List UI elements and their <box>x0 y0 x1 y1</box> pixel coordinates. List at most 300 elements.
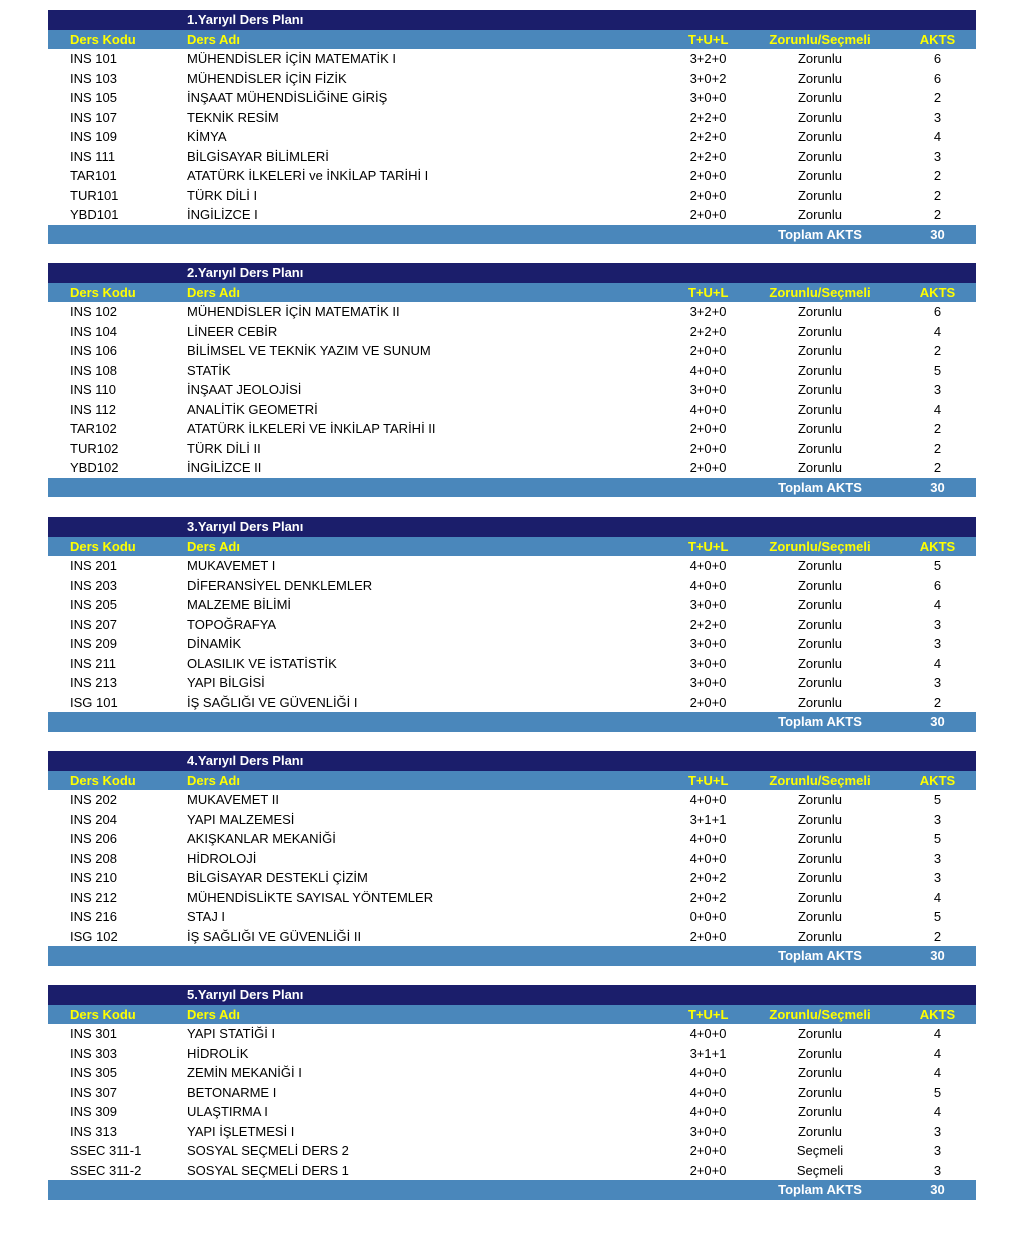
course-akts: 6 <box>933 577 942 593</box>
course-tul: 4+0+0 <box>689 792 727 807</box>
course-type: Zorunlu <box>797 168 843 183</box>
course-name: SOSYAL SEÇMELİ DERS 2 <box>187 1143 349 1158</box>
header-type: Zorunlu/Seçmeli <box>769 772 871 788</box>
course-tul: 3+1+1 <box>689 811 727 827</box>
course-type: Zorunlu <box>797 129 843 144</box>
table-row <box>48 810 976 830</box>
course-name: YAPI STATİĞİ I <box>187 1026 276 1041</box>
total-akts: 30 <box>930 714 945 729</box>
course-name: YAPI MALZEMESİ <box>187 811 295 827</box>
course-type: Zorunlu <box>797 1104 843 1119</box>
table-row <box>48 419 976 439</box>
course-type: Zorunlu <box>797 323 843 339</box>
course-type: Zorunlu <box>797 694 843 710</box>
course-name: BİLİMSEL VE TEKNİK YAZIM VE SUNUM <box>187 343 431 358</box>
course-tul: 2+0+0 <box>689 694 727 710</box>
course-akts: 4 <box>933 1026 942 1041</box>
course-type: Zorunlu <box>797 1065 843 1080</box>
course-code: INS 212 <box>70 889 117 905</box>
table-row <box>48 186 976 206</box>
semester-plan-table <box>48 985 976 1200</box>
table-row <box>48 556 976 576</box>
table-row <box>48 147 976 167</box>
course-code: INS 205 <box>70 597 117 612</box>
course-tul: 2+0+2 <box>689 889 727 905</box>
course-tul: 4+0+0 <box>689 558 727 573</box>
course-tul: 4+0+0 <box>689 401 727 417</box>
column-header-row <box>48 537 976 557</box>
course-name: AKIŞKANLAR MEKANİĞİ <box>187 831 336 846</box>
course-tul: 2+0+0 <box>689 168 727 183</box>
course-akts: 4 <box>933 1045 942 1061</box>
table-row <box>48 341 976 361</box>
course-code: INS 307 <box>70 1084 117 1100</box>
course-akts: 3 <box>933 850 942 866</box>
semester-plan-table <box>48 517 976 732</box>
semester-title-row <box>48 985 976 1005</box>
course-type: Zorunlu <box>797 401 843 417</box>
table-row <box>48 1083 976 1103</box>
course-name: BETONARME I <box>187 1084 277 1100</box>
semester-title: 3.Yarıyıl Ders Planı <box>187 519 304 534</box>
course-akts: 2 <box>933 460 942 475</box>
course-tul: 2+0+0 <box>689 1162 727 1178</box>
total-label: Toplam AKTS <box>778 1182 862 1197</box>
table-row <box>48 166 976 186</box>
table-row <box>48 1024 976 1044</box>
course-akts: 3 <box>933 636 942 651</box>
course-code: INS 104 <box>70 323 117 339</box>
course-akts: 4 <box>933 401 942 417</box>
course-name: SOSYAL SEÇMELİ DERS 1 <box>187 1162 349 1178</box>
course-akts: 4 <box>933 597 942 612</box>
table-row <box>48 439 976 459</box>
course-tul: 4+0+0 <box>689 1026 727 1041</box>
semester-plan-table <box>48 263 976 497</box>
course-name: TEKNİK RESİM <box>187 109 279 125</box>
course-type: Seçmeli <box>796 1143 844 1158</box>
course-tul: 2+0+0 <box>689 207 727 222</box>
table-row <box>48 1102 976 1122</box>
course-tul: 2+2+0 <box>689 616 727 632</box>
course-akts: 5 <box>933 362 942 378</box>
table-row <box>48 1122 976 1142</box>
course-akts: 3 <box>933 675 942 690</box>
course-tul: 3+0+0 <box>689 1123 727 1139</box>
table-row <box>48 1063 976 1083</box>
total-label: Toplam AKTS <box>778 714 862 729</box>
total-row <box>48 946 976 966</box>
course-code: INS 106 <box>70 343 117 358</box>
total-label: Toplam AKTS <box>778 479 862 495</box>
table-row <box>48 615 976 635</box>
semester-title-row <box>48 517 976 537</box>
course-code: INS 210 <box>70 870 117 885</box>
course-name: MÜHENDİSLER İÇİN MATEMATİK I <box>187 51 396 66</box>
header-type: Zorunlu/Seçmeli <box>769 1006 871 1022</box>
course-code: ISG 102 <box>70 928 118 944</box>
table-row <box>48 634 976 654</box>
course-akts: 6 <box>933 51 942 66</box>
course-tul: 2+0+0 <box>689 187 727 203</box>
header-akts: AKTS <box>919 538 956 554</box>
header-name: Ders Adı <box>187 772 240 788</box>
course-name: MUKAVEMET II <box>187 792 279 807</box>
course-akts: 6 <box>933 70 942 86</box>
course-tul: 2+0+0 <box>689 1143 727 1158</box>
course-name: İŞ SAĞLIĞI VE GÜVENLİĞİ I <box>187 694 358 710</box>
total-akts: 30 <box>930 226 945 242</box>
course-tul: 2+0+2 <box>689 870 727 885</box>
course-code: INS 303 <box>70 1045 117 1061</box>
course-code: INS 313 <box>70 1123 117 1139</box>
course-akts: 3 <box>933 1143 942 1158</box>
course-tul: 4+0+0 <box>689 1084 727 1100</box>
course-tul: 2+0+0 <box>689 421 727 436</box>
course-code: INS 102 <box>70 304 117 319</box>
course-name: DİNAMİK <box>187 636 242 651</box>
course-name: MÜHENDİSLER İÇİN FİZİK <box>187 70 347 86</box>
header-name: Ders Adı <box>187 1006 240 1022</box>
course-tul: 4+0+0 <box>689 577 727 593</box>
course-code: TAR101 <box>70 168 117 183</box>
course-name: TÜRK DİLİ I <box>187 187 258 203</box>
course-tul: 3+0+0 <box>689 675 727 690</box>
course-name: İNGİLİZCE II <box>187 460 262 475</box>
header-type: Zorunlu/Seçmeli <box>769 31 871 47</box>
course-code: INS 202 <box>70 792 117 807</box>
course-type: Seçmeli <box>796 1162 844 1178</box>
semester-title-row <box>48 751 976 771</box>
semester-title: 2.Yarıyıl Ders Planı <box>187 265 304 280</box>
course-name: İŞ SAĞLIĞI VE GÜVENLİĞİ II <box>187 928 362 944</box>
total-akts: 30 <box>930 479 945 495</box>
course-type: Zorunlu <box>797 343 843 358</box>
course-akts: 2 <box>933 421 942 436</box>
course-name: İNŞAAT JEOLOJİSİ <box>187 382 302 397</box>
header-code: Ders Kodu <box>70 284 136 300</box>
course-type: Zorunlu <box>797 792 843 807</box>
header-name: Ders Adı <box>187 31 240 47</box>
header-tul: T+U+L <box>688 772 729 788</box>
course-tul: 3+2+0 <box>689 51 727 66</box>
course-code: INS 105 <box>70 90 117 105</box>
course-tul: 3+0+0 <box>689 382 727 397</box>
table-row <box>48 49 976 69</box>
course-type: Zorunlu <box>797 850 843 866</box>
course-code: INS 204 <box>70 811 117 827</box>
course-type: Zorunlu <box>797 909 843 924</box>
course-code: INS 301 <box>70 1026 117 1041</box>
course-code: INS 111 <box>70 148 116 164</box>
course-type: Zorunlu <box>797 1123 843 1139</box>
course-name: YAPI BİLGİSİ <box>187 675 265 690</box>
table-row <box>48 458 976 478</box>
course-tul: 2+0+0 <box>689 460 727 475</box>
course-akts: 3 <box>933 109 942 125</box>
header-tul: T+U+L <box>688 1006 729 1022</box>
course-akts: 3 <box>933 382 942 397</box>
course-akts: 5 <box>933 558 942 573</box>
course-name: STAJ I <box>187 909 226 924</box>
header-tul: T+U+L <box>688 31 729 47</box>
table-row <box>48 127 976 147</box>
semester-title: 4.Yarıyıl Ders Planı <box>187 753 304 768</box>
course-code: TUR101 <box>70 187 119 203</box>
course-type: Zorunlu <box>797 382 843 397</box>
header-akts: AKTS <box>919 1006 956 1022</box>
table-row <box>48 380 976 400</box>
semester-title: 1.Yarıyıl Ders Planı <box>187 12 304 27</box>
course-code: INS 109 <box>70 129 117 144</box>
total-label: Toplam AKTS <box>778 226 862 242</box>
course-code: YBD102 <box>70 460 119 475</box>
course-tul: 2+0+0 <box>689 343 727 358</box>
course-type: Zorunlu <box>797 207 843 222</box>
course-code: INS 103 <box>70 70 117 86</box>
total-row <box>48 712 976 732</box>
course-akts: 5 <box>933 1084 942 1100</box>
course-code: INS 209 <box>70 636 117 651</box>
header-code: Ders Kodu <box>70 31 136 47</box>
course-name: ULAŞTIRMA I <box>187 1104 268 1119</box>
course-tul: 3+0+0 <box>689 655 727 671</box>
course-type: Zorunlu <box>797 440 843 456</box>
header-code: Ders Kodu <box>70 772 136 788</box>
course-type: Zorunlu <box>797 460 843 475</box>
course-type: Zorunlu <box>797 304 843 319</box>
header-akts: AKTS <box>919 772 956 788</box>
course-akts: 4 <box>933 129 942 144</box>
course-tul: 2+2+0 <box>689 148 727 164</box>
column-header-row <box>48 1005 976 1025</box>
course-tul: 2+0+0 <box>689 440 727 456</box>
course-type: Zorunlu <box>797 928 843 944</box>
course-tul: 2+2+0 <box>689 323 727 339</box>
course-code: INS 309 <box>70 1104 117 1119</box>
table-row <box>48 829 976 849</box>
course-type: Zorunlu <box>797 811 843 827</box>
course-name: BİLGİSAYAR DESTEKLİ ÇİZİM <box>187 870 368 885</box>
course-type: Zorunlu <box>797 597 843 612</box>
course-akts: 4 <box>933 1065 942 1080</box>
course-name: BİLGİSAYAR BİLİMLERİ <box>187 148 329 164</box>
course-type: Zorunlu <box>797 655 843 671</box>
course-type: Zorunlu <box>797 870 843 885</box>
course-akts: 5 <box>933 909 942 924</box>
table-row <box>48 108 976 128</box>
course-tul: 3+0+0 <box>689 636 727 651</box>
course-name: YAPI İŞLETMESİ I <box>187 1123 295 1139</box>
course-name: TOPOĞRAFYA <box>187 616 277 632</box>
course-akts: 2 <box>933 694 942 710</box>
table-row <box>48 693 976 713</box>
course-type: Zorunlu <box>797 636 843 651</box>
course-name: MÜHENDİSLER İÇİN MATEMATİK II <box>187 304 400 319</box>
course-type: Zorunlu <box>797 577 843 593</box>
course-akts: 3 <box>933 811 942 827</box>
course-akts: 4 <box>933 1104 942 1119</box>
course-code: INS 207 <box>70 616 117 632</box>
course-type: Zorunlu <box>797 675 843 690</box>
header-akts: AKTS <box>919 31 956 47</box>
course-type: Zorunlu <box>797 51 843 66</box>
course-code: TUR102 <box>70 440 119 456</box>
semester-title-row <box>48 10 976 30</box>
total-label: Toplam AKTS <box>778 948 862 963</box>
total-akts: 30 <box>930 1182 945 1197</box>
course-akts: 2 <box>933 343 942 358</box>
course-akts: 5 <box>933 792 942 807</box>
course-tul: 3+0+0 <box>689 90 727 105</box>
course-name: ATATÜRK İLKELERİ VE İNKİLAP TARİHİ II <box>187 421 436 436</box>
course-code: INS 213 <box>70 675 117 690</box>
course-code: INS 211 <box>70 655 117 671</box>
course-akts: 2 <box>933 90 942 105</box>
course-type: Zorunlu <box>797 362 843 378</box>
course-akts: 3 <box>933 1162 942 1178</box>
table-row <box>48 400 976 420</box>
total-row <box>48 1180 976 1200</box>
table-row <box>48 849 976 869</box>
course-tul: 4+0+0 <box>689 362 727 378</box>
course-akts: 2 <box>933 440 942 456</box>
course-type: Zorunlu <box>797 831 843 846</box>
header-code: Ders Kodu <box>70 538 136 554</box>
header-code: Ders Kodu <box>70 1006 136 1022</box>
table-row <box>48 595 976 615</box>
table-row <box>48 576 976 596</box>
table-row <box>48 927 976 947</box>
course-tul: 2+2+0 <box>689 109 727 125</box>
course-type: Zorunlu <box>797 70 843 86</box>
course-name: ZEMİN MEKANİĞİ I <box>187 1065 302 1080</box>
course-code: SSEC 311-2 <box>70 1162 142 1178</box>
course-type: Zorunlu <box>797 1045 843 1061</box>
course-akts: 3 <box>933 616 942 632</box>
total-row <box>48 478 976 498</box>
course-code: INS 203 <box>70 577 117 593</box>
semester-plan-table <box>48 751 976 966</box>
course-tul: 2+2+0 <box>689 129 727 144</box>
course-type: Zorunlu <box>797 1026 843 1041</box>
course-type: Zorunlu <box>797 889 843 905</box>
course-tul: 4+0+0 <box>689 1104 727 1119</box>
course-code: INS 216 <box>70 909 117 924</box>
course-tul: 4+0+0 <box>689 850 727 866</box>
table-row <box>48 888 976 908</box>
course-code: INS 206 <box>70 831 117 846</box>
course-name: İNŞAAT MÜHENDİSLİĞİNE GİRİŞ <box>187 90 388 105</box>
header-type: Zorunlu/Seçmeli <box>769 284 871 300</box>
table-row <box>48 88 976 108</box>
course-code: INS 112 <box>70 401 117 417</box>
course-type: Zorunlu <box>797 421 843 436</box>
course-akts: 3 <box>933 1123 942 1139</box>
course-code: SSEC 311-1 <box>70 1143 142 1158</box>
course-tul: 4+0+0 <box>689 1065 727 1080</box>
course-name: LİNEER CEBİR <box>187 323 278 339</box>
table-row <box>48 868 976 888</box>
course-akts: 4 <box>933 889 942 905</box>
course-tul: 3+0+2 <box>689 70 727 86</box>
course-name: KİMYA <box>187 129 227 144</box>
course-tul: 3+2+0 <box>689 304 727 319</box>
course-name: STATİK <box>187 362 231 378</box>
header-tul: T+U+L <box>688 538 729 554</box>
column-header-row <box>48 30 976 50</box>
course-tul: 0+0+0 <box>689 909 727 924</box>
course-akts: 2 <box>933 187 942 203</box>
course-code: INS 110 <box>70 382 117 397</box>
table-row <box>48 907 976 927</box>
course-tul: 4+0+0 <box>689 831 727 846</box>
header-tul: T+U+L <box>688 284 729 300</box>
course-type: Zorunlu <box>797 90 843 105</box>
course-name: MUKAVEMET I <box>187 558 276 573</box>
table-row <box>48 205 976 225</box>
total-akts: 30 <box>930 948 945 963</box>
semester-plan-table <box>48 10 976 244</box>
header-type: Zorunlu/Seçmeli <box>769 538 871 554</box>
table-row <box>48 322 976 342</box>
course-name: ANALİTİK GEOMETRİ <box>187 401 318 417</box>
course-type: Zorunlu <box>797 148 843 164</box>
course-akts: 3 <box>933 870 942 885</box>
course-name: MÜHENDİSLİKTE SAYISAL YÖNTEMLER <box>187 889 434 905</box>
course-akts: 4 <box>933 323 942 339</box>
column-header-row <box>48 283 976 303</box>
course-type: Zorunlu <box>797 616 843 632</box>
table-row <box>48 302 976 322</box>
course-type: Zorunlu <box>797 1084 843 1100</box>
course-tul: 3+1+1 <box>689 1045 727 1061</box>
course-akts: 2 <box>933 207 942 222</box>
table-row <box>48 1161 976 1181</box>
course-type: Zorunlu <box>797 187 843 203</box>
table-row <box>48 361 976 381</box>
course-name: HİDROLOJİ <box>187 850 257 866</box>
course-akts: 6 <box>933 304 942 319</box>
course-name: ATATÜRK İLKELERİ ve İNKİLAP TARİHİ I <box>187 168 429 183</box>
course-code: INS 201 <box>70 558 117 573</box>
table-row <box>48 790 976 810</box>
table-row <box>48 1141 976 1161</box>
course-akts: 3 <box>933 148 942 164</box>
course-akts: 2 <box>933 168 942 183</box>
course-type: Zorunlu <box>797 558 843 573</box>
course-code: TAR102 <box>70 421 117 436</box>
course-akts: 2 <box>933 928 942 944</box>
course-code: INS 101 <box>70 51 117 66</box>
course-akts: 5 <box>933 831 942 846</box>
table-row <box>48 1044 976 1064</box>
course-tul: 3+0+0 <box>689 597 727 612</box>
course-name: OLASILIK VE İSTATİSTİK <box>187 655 337 671</box>
table-row <box>48 654 976 674</box>
course-code: INS 208 <box>70 850 117 866</box>
column-header-row <box>48 771 976 791</box>
course-code: INS 108 <box>70 362 117 378</box>
course-type: Zorunlu <box>797 109 843 125</box>
header-name: Ders Adı <box>187 538 240 554</box>
course-name: TÜRK DİLİ II <box>187 440 261 456</box>
course-akts: 4 <box>933 655 942 671</box>
table-row <box>48 69 976 89</box>
semester-title: 5.Yarıyıl Ders Planı <box>187 987 304 1002</box>
course-name: HİDROLİK <box>187 1045 249 1061</box>
course-name: İNGİLİZCE I <box>187 207 258 222</box>
